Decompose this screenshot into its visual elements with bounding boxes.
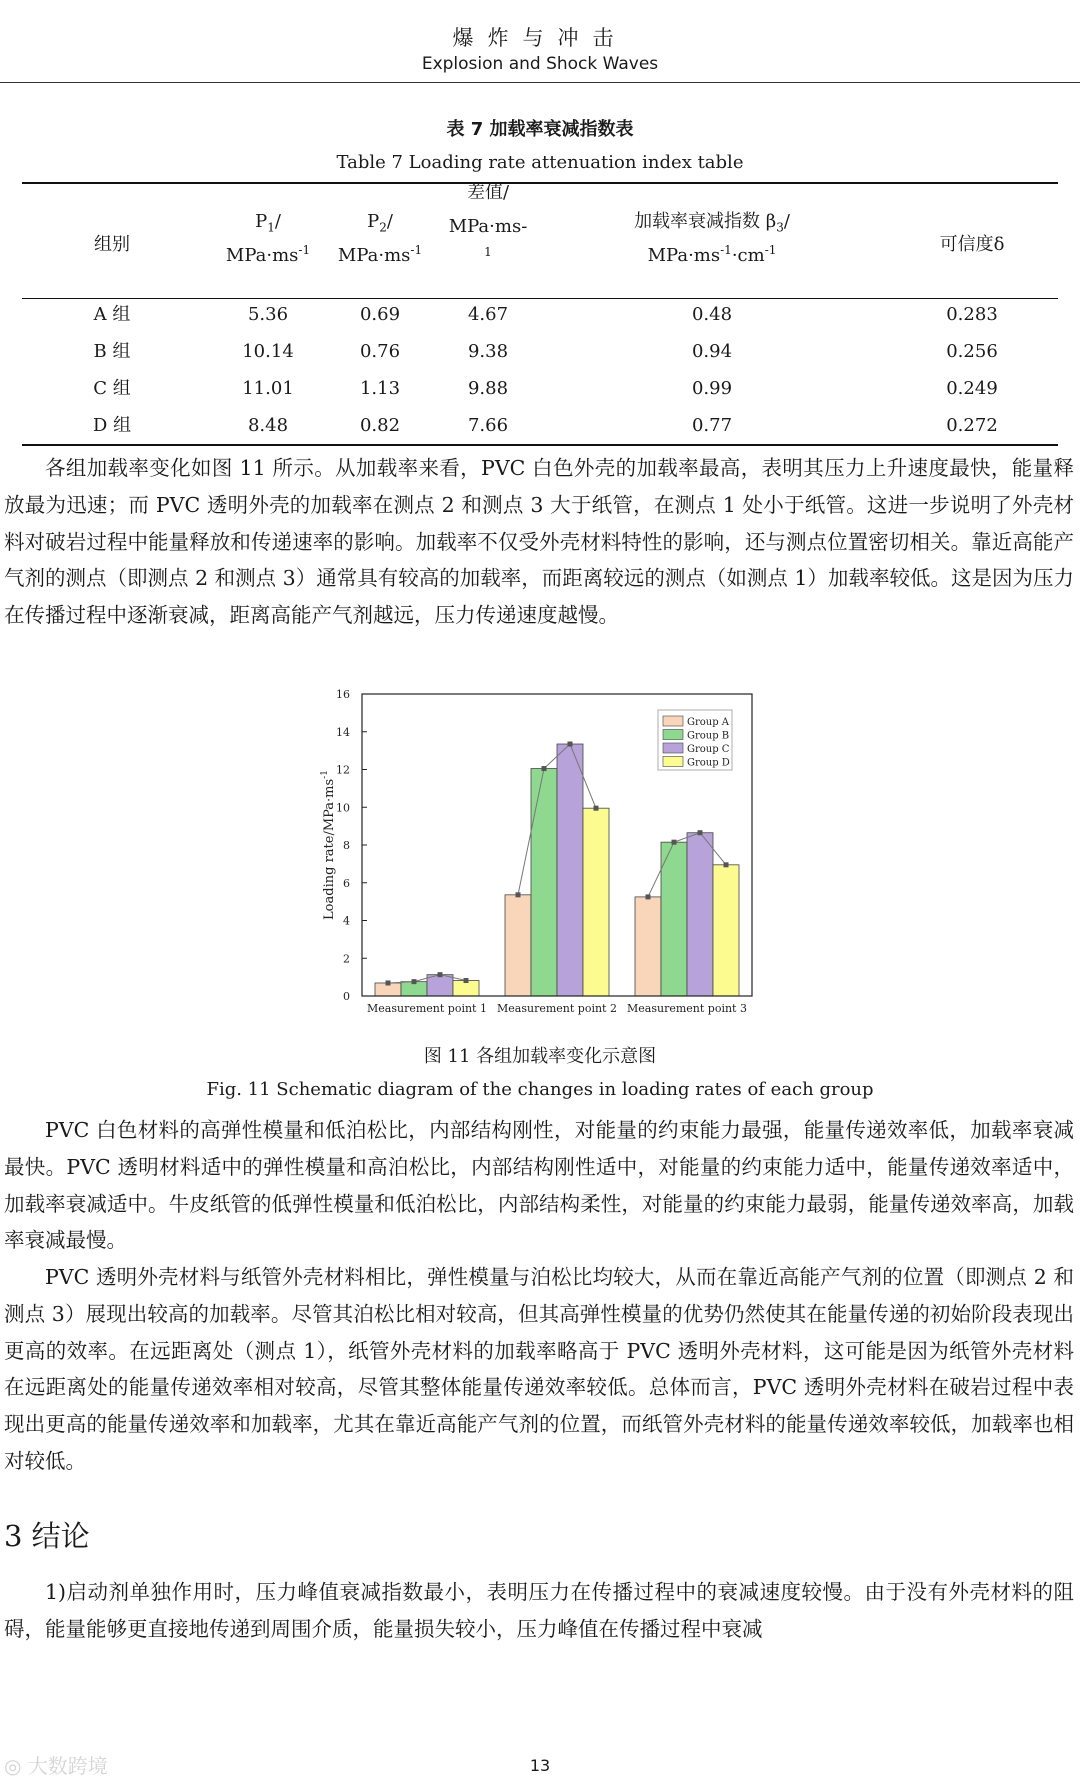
y-tick-label: 4	[343, 914, 350, 928]
x-tick-label: Measurement point 1	[367, 1002, 487, 1015]
bar	[635, 897, 661, 996]
bar	[583, 808, 609, 996]
data-point	[698, 830, 703, 835]
y-tick-label: 8	[343, 839, 350, 852]
table-caption-en: Table 7 Loading rate attenuation index table	[336, 152, 744, 173]
data-point	[724, 862, 729, 867]
data-point	[386, 980, 391, 985]
x-tick-label: Measurement point 2	[497, 1002, 617, 1015]
paragraph-1: 各组加载率变化如图 11 所示。从加载率来看，PVC 白色外壳的加载率最高，表明其压力上升速度最快，能量释放最为迅速；而 PVC 透明外壳的加载率在测点 2 和测点 3 大于纸管，在测点 1 处小于纸管。这进一步说明了外壳材料对破岩过程中能量释放和传递速率的影响。加载率不仅受外壳材料特性的影响，还与测点位置密切相关。靠近高能产气剂的测点（即测点 2 和测点 3）通常具有较高的加载率，而距离较远的测点（如测点 1）加载率较低。这是因为压力在传播过程中逐渐衰减，距离高能产气剂越远，压力传递速度越慢。	[4, 456, 1074, 628]
table-cell-beta: 0.99	[691, 378, 733, 399]
table-header-rule	[22, 298, 1058, 299]
x-tick-label: Measurement point 3	[627, 1002, 747, 1015]
table-cell-group: B 组	[93, 341, 131, 362]
header-divider	[0, 82, 1080, 83]
legend-label: Group C	[687, 744, 730, 755]
table-cell-p2: 0.76	[359, 341, 401, 362]
paragraph-3: PVC 透明外壳材料与纸管外壳材料相比，弹性模量与泊松比均较大，从而在靠近高能产气剂的位置（即测点 2 和测点 3）展现出较高的加载率。尽管其泊松比相对较高，但其高弹性模量的优势仍然使其在能量传递的初始阶段表现出更高的效率。在远距离处（测点 1），纸管外壳材料的加载率略高于 PVC 透明外壳材料，这可能是因为纸管外壳材料在远距离处的能量传递效率相对较高，尽管其整体能量传递效率较低。总体而言，PVC 透明外壳材料在破岩过程中表现出更高的能量传递效率和加载率，尤其在靠近高能产气剂的位置，而纸管外壳材料的能量传递效率较低，加载率也相对较低。	[4, 1265, 1074, 1473]
table-bottom-rule	[22, 444, 1058, 446]
y-tick-label: 0	[343, 990, 350, 1003]
loading-rate-bar-chart	[300, 682, 780, 1022]
table-cell-group: A 组	[93, 304, 131, 325]
table-cell-p2: 0.82	[359, 415, 401, 436]
table-cell-diff: 4.67	[467, 304, 509, 325]
paragraph-4: 1)启动剂单独作用时，压力峰值衰减指数最小，表明压力在传播过程中的衰减速度较慢。由于没有外壳材料的阻碍，能量能够更直接地传递到周围介质，能量损失较小，压力峰值在传播过程中衰减	[4, 1580, 1074, 1641]
table-cell-beta: 0.48	[691, 304, 733, 325]
section-heading: 3 结论	[4, 1519, 90, 1553]
page-number: 13	[529, 1756, 551, 1775]
data-point	[594, 806, 599, 811]
table-cell-p2: 0.69	[359, 304, 401, 325]
table-cell-group: C 组	[93, 378, 131, 399]
legend-label: Group D	[687, 757, 730, 769]
y-tick-label: 2	[343, 952, 350, 966]
table-cell-p1: 11.01	[242, 378, 294, 399]
table-cell-delta: 0.272	[946, 415, 998, 436]
journal-title-cn: 爆炸与冲击	[452, 26, 628, 50]
table-cell-diff: 9.38	[467, 341, 509, 362]
figure-caption-cn: 图 11 各组加载率变化示意图	[423, 1046, 657, 1067]
y-tick-label: 10	[336, 801, 350, 815]
legend-label: Group A	[687, 717, 730, 728]
table-cell-beta: 0.77	[691, 415, 733, 436]
table-cell-p1: 8.48	[247, 415, 289, 436]
watermark-logo: ◎ 大数跨境	[4, 1754, 108, 1778]
bar	[687, 833, 713, 996]
data-point	[646, 894, 651, 899]
data-point	[438, 972, 443, 977]
data-point	[412, 979, 417, 984]
legend-swatch	[663, 743, 683, 753]
col-header-beta: 加载率衰减指数 $\beta_3/$ $MPa\cdot ms^{-1}\cdot cm^{-1}$	[634, 211, 790, 267]
data-point	[672, 840, 677, 845]
table-cell-p2: 1.13	[359, 378, 401, 399]
table-cell-diff: 7.66	[467, 415, 509, 436]
legend-swatch	[663, 716, 683, 726]
col-header-group: 组别	[94, 234, 130, 255]
table-cell-p1: 5.36	[247, 304, 289, 325]
col-header-delta: 可信度δ	[939, 234, 1005, 255]
paragraph-2: PVC 白色材料的高弹性模量和低泊松比，内部结构刚性，对能量的约束能力最强，能量传递效率低，加载率衰减最快。PVC 透明材料适中的弹性模量和高泊松比，内部结构刚性适中，对能量的约束能力适中，能量传递效率适中，加载率衰减适中。牛皮纸管的低弹性模量和低泊松比，内部结构柔性，对能量的约束能力最弱，能量传递效率高，加载率衰减最慢。	[4, 1118, 1074, 1253]
y-axis-label: Loading rate/$MPa\cdot ms^{-1}$	[320, 770, 337, 920]
col-header-p1: $P_1/$ $MPa\cdot ms^{-1}$	[225, 211, 311, 267]
bar	[661, 842, 687, 996]
table-cell-delta: 0.256	[946, 341, 998, 362]
legend-swatch	[663, 730, 683, 740]
table-cell-delta: 0.283	[946, 304, 998, 325]
table-cell-beta: 0.94	[691, 341, 733, 362]
figure-caption-en: Fig. 11 Schematic diagram of the changes in loading rates of each group	[206, 1079, 874, 1100]
table-cell-group: D 组	[92, 415, 132, 436]
bar	[713, 865, 739, 996]
col-header-diff: 差值/ MPa·ms- 1	[448, 182, 528, 260]
journal-title-en: Explosion and Shock Waves	[421, 54, 659, 74]
y-tick-label: 6	[343, 876, 350, 890]
y-tick-label: 14	[336, 725, 350, 739]
bar	[505, 895, 531, 996]
bar	[557, 744, 583, 996]
table-caption-cn: 表 7 加载率衰减指数表	[446, 119, 634, 140]
y-tick-label: 12	[336, 763, 350, 777]
table-cell-delta: 0.249	[946, 378, 998, 399]
bar	[427, 975, 453, 996]
y-tick-label: 16	[336, 688, 350, 701]
data-point	[568, 742, 573, 747]
legend-swatch	[663, 757, 683, 767]
data-point	[516, 892, 521, 897]
col-header-p2: $P_2/$ $MPa\cdot ms^{-1}$	[337, 211, 423, 267]
table-cell-p1: 10.14	[242, 341, 294, 362]
legend-label: Group B	[687, 730, 730, 742]
bar	[531, 769, 557, 996]
data-point	[464, 978, 469, 983]
table-cell-diff: 9.88	[467, 378, 509, 399]
data-point	[542, 766, 547, 771]
